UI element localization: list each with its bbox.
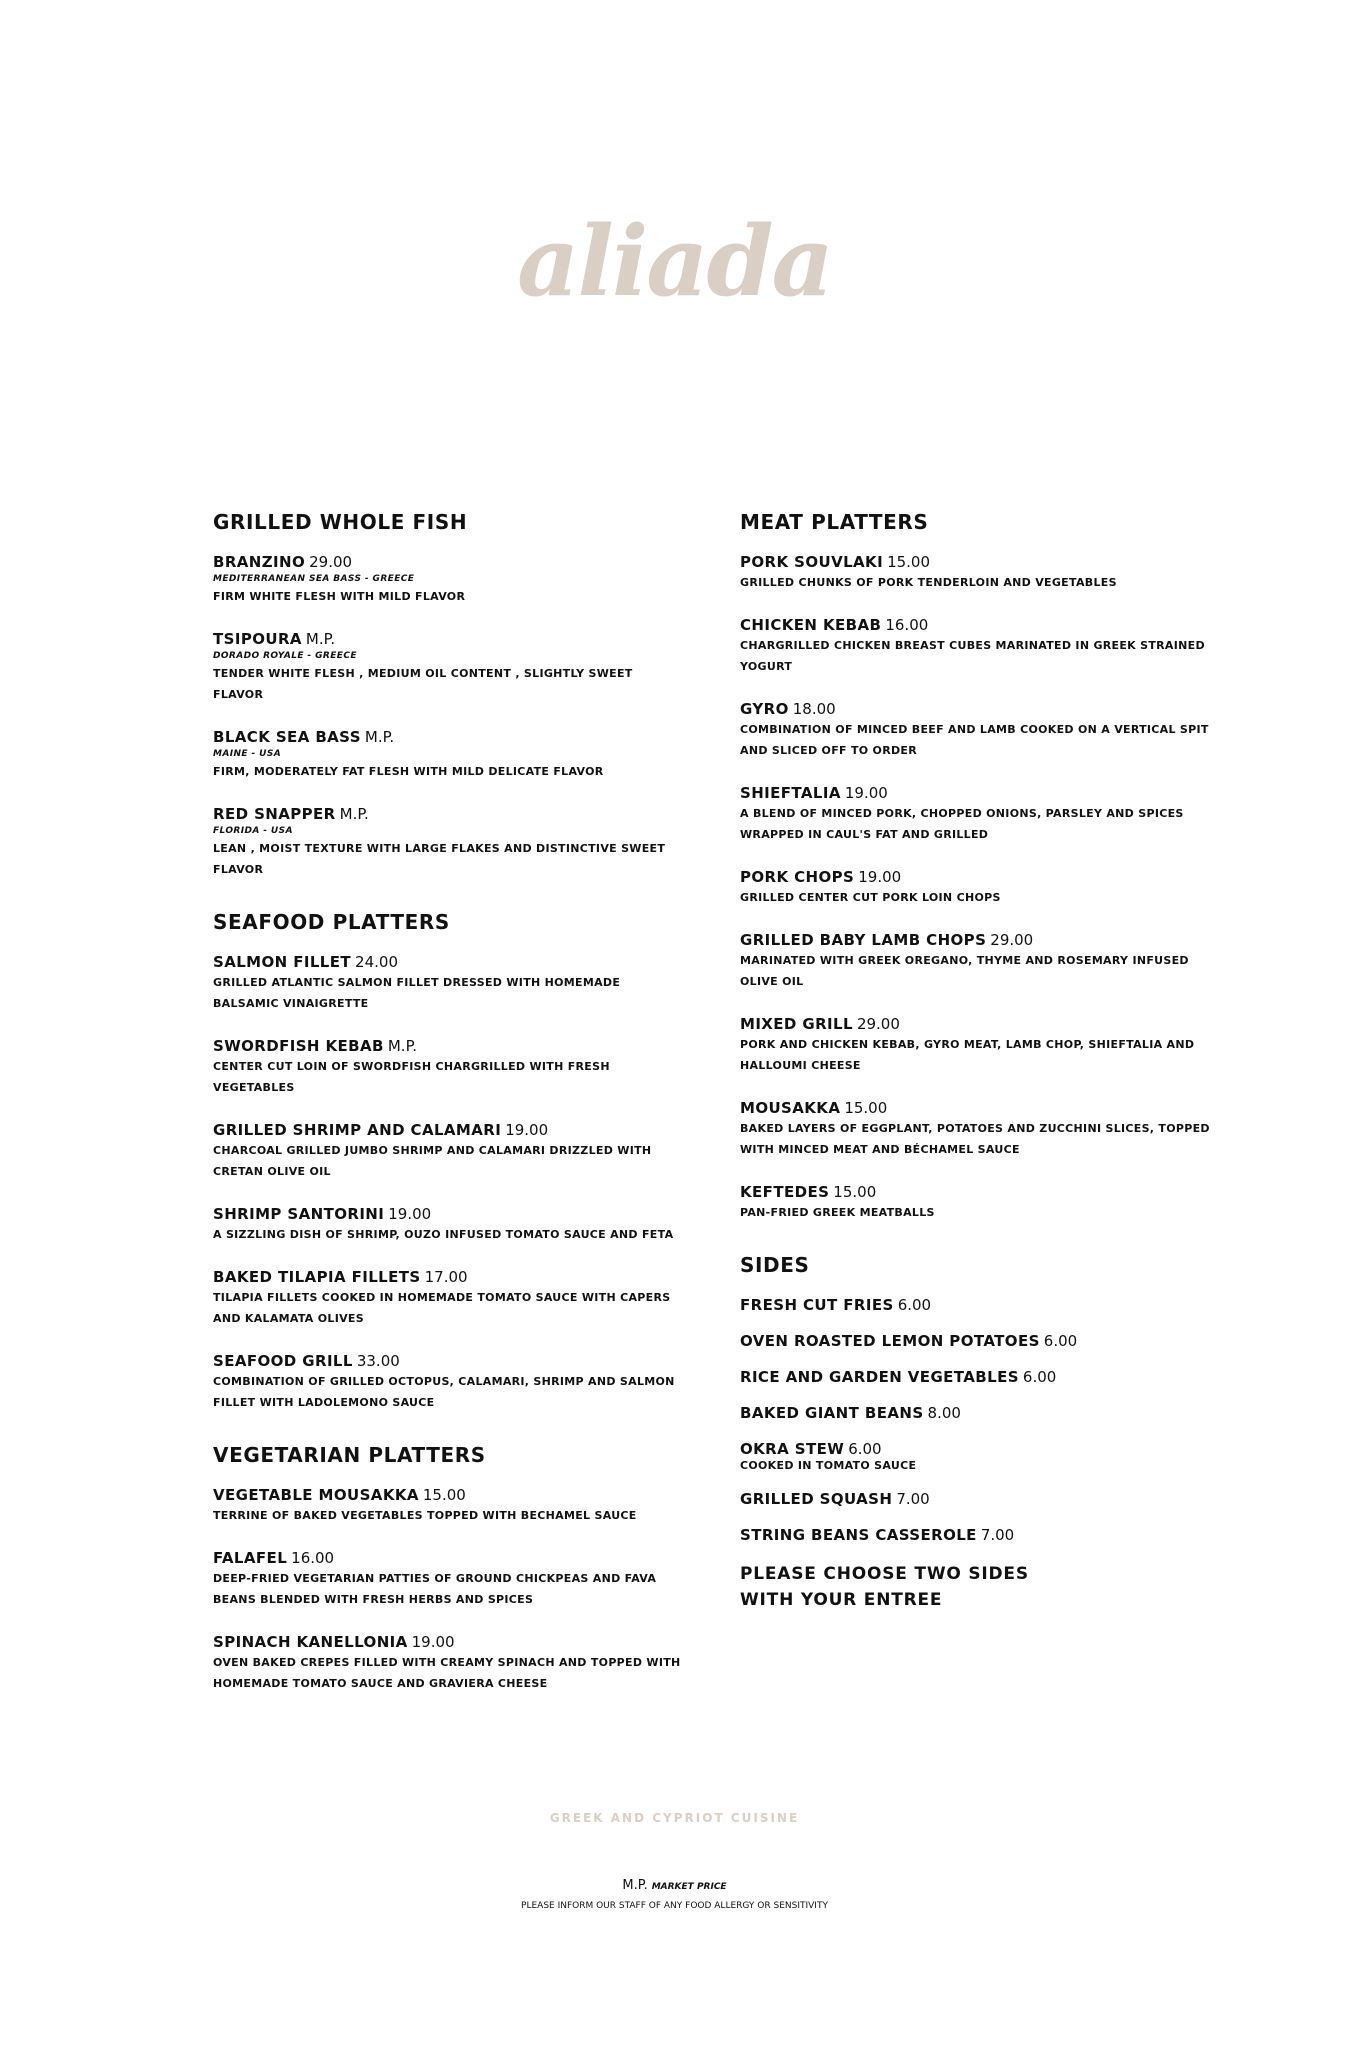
menu-item [740,699,1210,761]
item-name: GYRO [740,700,789,718]
menu-item [740,867,1210,908]
menu-item [740,930,1210,992]
item-description: FIRM WHITE FLESH WITH MILD FLAVOR [213,590,466,603]
menu-item [213,952,683,1014]
section-meat-platters [740,510,1210,1223]
item-price: 7.00 [896,1490,930,1508]
section-title: VEGETARIAN PLATTERS [213,1443,486,1467]
item-origin: MEDITERRANEAN SEA BASS - GREECE [213,574,415,584]
side-item [740,1489,1210,1509]
menu-item [740,1014,1210,1076]
item-description: FIRM, MODERATELY FAT FLESH WITH MILD DELICATE FLAVOR [213,765,604,778]
sides-note [740,1561,1210,1613]
item-description: A SIZZLING DISH OF SHRIMP, OUZO INFUSED TOMATO SAUCE AND FETA [213,1228,674,1241]
item-name: BRANZINO [213,553,306,571]
menu-item [740,615,1210,677]
mp-definition: MARKET PRICE [651,1882,727,1892]
item-price: 6.00 [897,1296,932,1314]
menu-item [213,804,683,880]
item-name: SPINACH KANELLONIA [213,1633,408,1651]
item-price: 29.00 [990,931,1034,949]
item-price: 15.00 [422,1486,466,1504]
item-price: 6.00 [1022,1368,1057,1386]
item-price: 8.00 [927,1404,961,1422]
section-title: SEAFOOD PLATTERS [213,910,450,934]
item-price: M.P. [364,728,395,746]
item-name: GRILLED SHRIMP AND CALAMARI [213,1121,502,1139]
cuisine-tagline: GREEK AND CYPRIOT CUISINE [549,1811,800,1825]
item-name: GRILLED BABY LAMB CHOPS [740,931,987,949]
item-name: BLACK SEA BASS [213,728,361,746]
side-item [740,1525,1210,1545]
item-price: M.P. [387,1037,418,1055]
menu-item [740,783,1210,845]
item-description: A BLEND OF MINCED PORK, CHOPPED ONIONS, PARSLEY AND SPICES WRAPPED IN CAUL'S FAT AND GRILLED [740,807,1184,841]
item-name: SWORDFISH KEBAB [213,1037,384,1055]
item-description: LEAN , MOIST TEXTURE WITH LARGE FLAKES AND DISTINCTIVE SWEET FLAVOR [213,842,666,876]
item-description: TILAPIA FILLETS COOKED IN HOMEMADE TOMATO SAUCE WITH CAPERS AND KALAMATA OLIVES [213,1291,671,1325]
menu-item [213,1548,683,1610]
side-item [740,1367,1210,1387]
item-name: CHICKEN KEBAB [740,616,882,634]
item-name: PORK CHOPS [740,868,855,886]
item-name: STRING BEANS CASSEROLE [740,1526,977,1544]
menu-item [213,1351,683,1413]
sides-note-line: PLEASE CHOOSE TWO SIDES [740,1564,1029,1584]
section-grilled-whole-fish [213,510,683,880]
item-name: SHRIMP SANTORINI [213,1205,385,1223]
side-item [740,1403,1210,1423]
item-price: 18.00 [792,700,836,718]
item-name: GRILLED SQUASH [740,1490,893,1508]
mp-abbreviation: M.P. [622,1878,648,1893]
item-price: 17.00 [424,1268,468,1286]
item-name: FRESH CUT FRIES [740,1296,894,1314]
market-price-legend [0,1878,1349,1893]
item-name: OKRA STEW [740,1440,845,1458]
item-name: SEAFOOD GRILL [213,1352,353,1370]
sides-note-line: WITH YOUR ENTREE [740,1590,943,1610]
item-price: 19.00 [858,868,902,886]
item-price: 7.00 [980,1526,1015,1544]
item-price: 6.00 [1043,1332,1078,1350]
section-sides [740,1253,1210,1613]
item-price: 33.00 [356,1352,400,1370]
item-price: M.P. [339,805,369,823]
menu-item [213,1036,683,1098]
item-name: KEFTEDES [740,1183,830,1201]
left-column [213,510,683,1724]
item-origin: MAINE - USA [213,749,282,759]
item-price: 29.00 [309,553,353,571]
menu-item [213,1632,683,1694]
item-price: 24.00 [355,953,398,971]
side-item [740,1331,1210,1351]
item-price: 16.00 [291,1549,335,1567]
item-name: VEGETABLE MOUSAKKA [213,1486,419,1504]
item-name: RED SNAPPER [213,805,336,823]
item-price: 15.00 [887,553,931,571]
item-description: BAKED LAYERS OF EGGPLANT, POTATOES AND ZUCCHINI SLICES, TOPPED WITH MINCED MEAT AND BÉCHAMEL SAUCE [740,1122,1210,1156]
menu-item [213,1267,683,1329]
item-description: CHARCOAL GRILLED JUMBO SHRIMP AND CALAMARI DRIZZLED WITH CRETAN OLIVE OIL [213,1144,652,1178]
item-price: 19.00 [411,1633,455,1651]
item-description: TERRINE OF BAKED VEGETABLES TOPPED WITH BECHAMEL SAUCE [213,1509,637,1522]
item-name: BAKED GIANT BEANS [740,1404,924,1422]
menu-item [740,1182,1210,1223]
section-seafood-platters [213,910,683,1413]
side-item [740,1439,1210,1473]
item-description: CENTER CUT LOIN OF SWORDFISH CHARGRILLED WITH FRESH VEGETABLES [213,1060,610,1094]
item-price: 19.00 [844,784,888,802]
menu-item [213,552,683,607]
section-title: SIDES [740,1253,810,1277]
item-description: MARINATED WITH GREEK OREGANO, THYME AND ROSEMARY INFUSED OLIVE OIL [740,954,1189,988]
section-vegetarian-platters [213,1443,683,1694]
item-name: TSIPOURA [213,630,302,648]
item-description: DEEP-FRIED VEGETARIAN PATTIES OF GROUND CHICKPEAS AND FAVA BEANS BLENDED WITH FRESH HERBS AND SPICES [213,1572,657,1606]
item-price: 6.00 [848,1440,882,1458]
item-name: MOUSAKKA [740,1099,841,1117]
item-name: FALAFEL [213,1549,288,1567]
item-description: PAN-FRIED GREEK MEATBALLS [740,1206,935,1219]
item-name: RICE AND GARDEN VEGETABLES [740,1368,1019,1386]
section-title: MEAT PLATTERS [740,510,929,534]
item-description: CHARGRILLED CHICKEN BREAST CUBES MARINATED IN GREEK STRAINED YOGURT [740,639,1205,673]
menu-item [740,1098,1210,1160]
allergy-note: PLEASE INFORM OUR STAFF OF ANY FOOD ALLERGY OR SENSITIVITY [521,1901,828,1911]
right-column [740,510,1210,1643]
item-price: 29.00 [856,1015,900,1033]
item-origin: FLORIDA - USA [213,826,293,836]
item-name: OVEN ROASTED LEMON POTATOES [740,1332,1040,1350]
item-price: 15.00 [833,1183,877,1201]
item-description: COOKED IN TOMATO SAUCE [740,1459,917,1472]
side-item [740,1295,1210,1315]
item-name: SALMON FILLET [213,953,352,971]
item-name: SHIEFTALIA [740,784,841,802]
brand-logo: aliada [517,205,832,318]
item-description: COMBINATION OF GRILLED OCTOPUS, CALAMARI, SHRIMP AND SALMON FILLET WITH LADOLEMONO SAUCE [213,1375,675,1409]
item-description: GRILLED CENTER CUT PORK LOIN CHOPS [740,891,1001,904]
item-name: PORK SOUVLAKI [740,553,884,571]
item-origin: DORADO ROYALE - GREECE [213,651,357,661]
menu-item [213,727,683,782]
item-description: GRILLED ATLANTIC SALMON FILLET DRESSED WITH HOMEMADE BALSAMIC VINAIGRETTE [213,976,621,1010]
item-description: OVEN BAKED CREPES FILLED WITH CREAMY SPINACH AND TOPPED WITH HOMEMADE TOMATO SAUCE AND GRAVIERA CHEESE [213,1656,681,1690]
item-price: 15.00 [844,1099,888,1117]
item-name: MIXED GRILL [740,1015,853,1033]
item-price: 16.00 [885,616,929,634]
item-description: GRILLED CHUNKS OF PORK TENDERLOIN AND VEGETABLES [740,576,1117,589]
item-price: M.P. [305,630,336,648]
menu-item [213,1485,683,1526]
menu-item [213,629,683,705]
menu-item [213,1204,683,1245]
item-description: TENDER WHITE FLESH , MEDIUM OIL CONTENT , SLIGHTLY SWEET FLAVOR [213,667,633,701]
menu-item [213,1120,683,1182]
item-description: COMBINATION OF MINCED BEEF AND LAMB COOKED ON A VERTICAL SPIT AND SLICED OFF TO ORDER [740,723,1209,757]
menu-item [740,552,1210,593]
item-description: PORK AND CHICKEN KEBAB, GYRO MEAT, LAMB CHOP, SHIEFTALIA AND HALLOUMI CHEESE [740,1038,1195,1072]
item-price: 19.00 [505,1121,549,1139]
item-name: BAKED TILAPIA FILLETS [213,1268,421,1286]
section-title: GRILLED WHOLE FISH [213,510,468,534]
item-price: 19.00 [388,1205,432,1223]
